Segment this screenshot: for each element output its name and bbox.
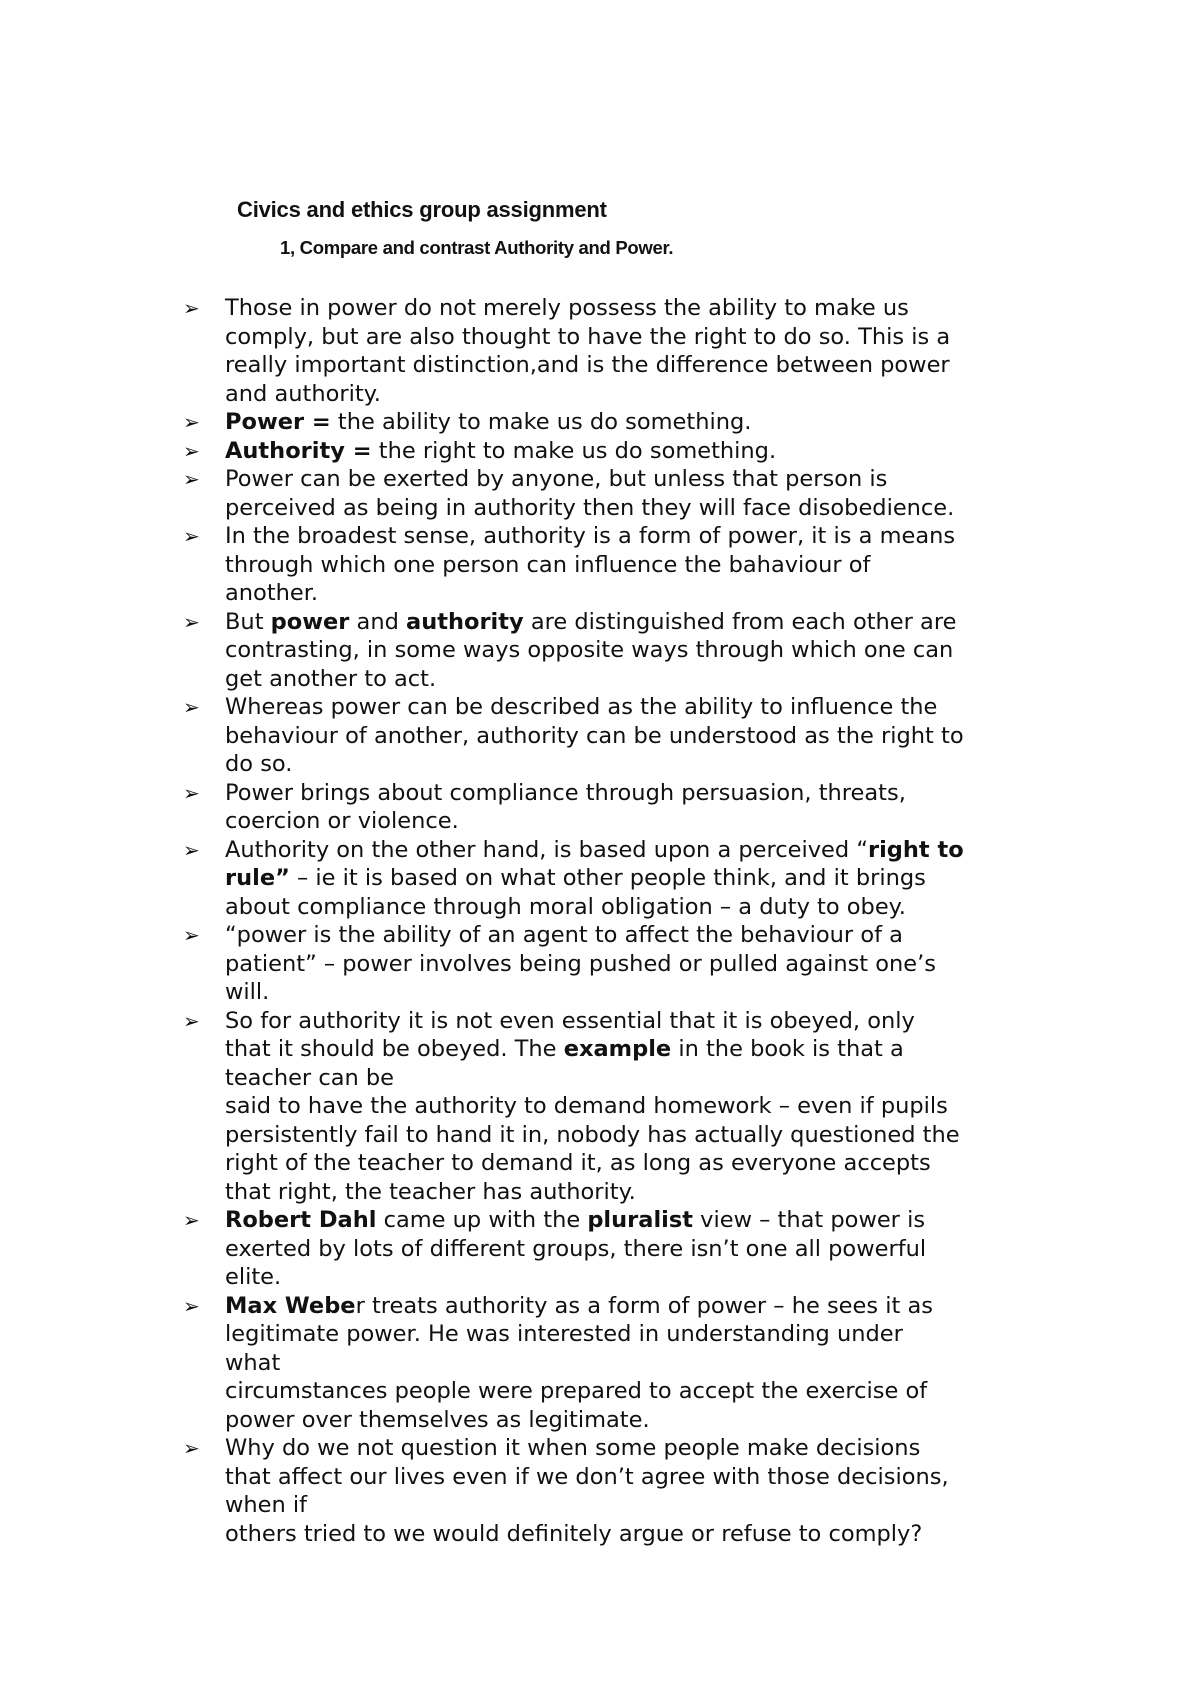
question-heading: 1, Compare and contrast Authority and Power. <box>280 237 674 258</box>
text-segment: persistently fail to hand it in, nobody has actually questioned the <box>225 1121 960 1148</box>
bullet-line <box>225 807 1043 836</box>
bullet-line <box>225 351 1043 380</box>
bullet-line <box>225 1263 1043 1292</box>
arrow-bullet-icon: ➢ <box>183 296 200 320</box>
bullet-line <box>225 978 1043 1007</box>
bullet-line <box>225 1035 1043 1064</box>
bullet-line <box>225 1349 1043 1378</box>
bullet-line <box>225 1292 1043 1321</box>
arrow-bullet-icon: ➢ <box>183 438 200 463</box>
bullet-line <box>225 693 1043 722</box>
text-segment: contrasting, in some ways opposite ways through which one can <box>225 637 954 663</box>
bullet-line <box>225 1377 1043 1406</box>
text-segment: But <box>225 608 271 635</box>
arrow-bullet-icon: ➢ <box>183 695 200 719</box>
bullet-item <box>183 779 1043 836</box>
text-segment: others tried to we would definitely argue or refuse to comply? <box>225 1520 923 1547</box>
text-segment: that affect our lives even if we don’t agree with those decisions, <box>225 1463 949 1490</box>
text-segment: Power brings about compliance through persuasion, threats, <box>225 779 906 806</box>
text-segment: are distinguished from each other are <box>523 608 957 635</box>
text-segment: came up with the <box>376 1207 588 1233</box>
text-segment: elite. <box>225 1264 282 1290</box>
bullet-item <box>183 693 1043 779</box>
bullet-item <box>183 294 1043 408</box>
arrow-bullet-icon: ➢ <box>183 410 200 434</box>
document-title: Civics and ethics group assignment <box>237 197 607 222</box>
bullet-line <box>225 1007 1043 1036</box>
bullet-line <box>225 1406 1043 1435</box>
bullet-line <box>225 1520 1043 1549</box>
arrow-bullet-icon: ➢ <box>183 780 200 805</box>
bullet-item <box>183 522 1043 608</box>
arrow-bullet-icon: ➢ <box>183 1208 200 1232</box>
bullet-line <box>225 1320 1043 1349</box>
text-segment: through which one person can influence the bahaviour of <box>225 551 871 578</box>
bullet-line <box>225 1463 1043 1492</box>
bullet-line <box>225 921 1043 950</box>
bullet-line <box>225 1206 1043 1235</box>
bullet-item <box>183 921 1043 1007</box>
text-segment: right of the teacher to demand it, as long as everyone accepts <box>225 1150 931 1176</box>
bullet-item <box>183 608 1043 694</box>
arrow-bullet-icon: ➢ <box>183 467 200 491</box>
text-segment: coercion or violence. <box>225 808 459 834</box>
text-segment: Why do we not question it when some people make decisions <box>225 1435 921 1461</box>
bold-text: example <box>563 1036 672 1062</box>
text-segment: comply, but are also thought to have the right to do so. This is a <box>225 323 951 350</box>
bullet-line <box>225 864 1043 893</box>
bullet-line <box>225 380 1043 409</box>
bold-text: Power = <box>225 409 331 435</box>
bold-text: right to <box>868 836 964 863</box>
text-segment: perceived as being in authority then they will face disobedience. <box>225 494 955 521</box>
text-segment: Authority on the other hand, is based upon a perceived “ <box>225 836 868 863</box>
bullet-item <box>183 1434 1043 1548</box>
text-segment: another. <box>225 580 319 606</box>
arrow-bullet-icon: ➢ <box>183 524 200 548</box>
text-segment: in the book is that a <box>671 1036 904 1062</box>
bullet-item <box>183 1007 1043 1207</box>
bullet-line <box>225 465 1043 494</box>
bullet-line <box>225 408 1043 437</box>
bullet-line <box>225 522 1043 551</box>
text-segment: the ability to make us do something. <box>330 409 752 435</box>
arrow-bullet-icon: ➢ <box>183 609 200 634</box>
text-segment: get another to act. <box>225 665 437 692</box>
bullet-line <box>225 579 1043 608</box>
text-segment: r treats authority as a form of power – he sees it as <box>355 1292 933 1319</box>
bullet-line <box>225 893 1043 922</box>
bullet-list <box>183 294 1043 1548</box>
bullet-line <box>225 836 1043 865</box>
text-segment: Those in power do not merely possess the ability to make us <box>225 295 909 321</box>
text-segment: view – that power is <box>693 1207 926 1233</box>
bullet-line <box>225 779 1043 808</box>
text-segment: will. <box>225 979 270 1005</box>
text-segment: So for authority it is not even essential that it is obeyed, only <box>225 1007 915 1034</box>
bullet-line <box>225 950 1043 979</box>
text-segment: patient” – power involves being pushed or pulled against one’s <box>225 950 937 977</box>
bullet-item <box>183 1206 1043 1292</box>
bullet-item <box>183 437 1043 466</box>
bold-text: power <box>270 608 350 635</box>
bullet-item <box>183 408 1043 437</box>
text-segment: really important distinction,and is the difference between power <box>225 352 950 378</box>
bullet-line <box>225 608 1043 637</box>
bullet-line <box>225 494 1043 523</box>
text-segment: “power is the ability of an agent to affect the behaviour of a <box>225 922 903 948</box>
bullet-line <box>225 294 1043 323</box>
bold-text: Robert Dahl <box>225 1207 377 1233</box>
bullet-line <box>225 1064 1043 1093</box>
arrow-bullet-icon: ➢ <box>183 1008 200 1033</box>
text-segment: and <box>349 608 407 635</box>
text-segment: the right to make us do something. <box>371 437 777 464</box>
arrow-bullet-icon: ➢ <box>183 1293 200 1318</box>
text-segment: said to have the authority to demand homework – even if pupils <box>225 1093 948 1119</box>
text-segment: – ie it is based on what other people think, and it brings <box>289 865 926 891</box>
bullet-line <box>225 636 1043 665</box>
text-segment: teacher can be <box>225 1064 395 1091</box>
text-segment: that right, the teacher has authority. <box>225 1178 636 1205</box>
bullet-item <box>183 836 1043 922</box>
text-segment: do so. <box>225 751 293 777</box>
text-segment: behaviour of another, authority can be understood as the right to <box>225 722 964 749</box>
bullet-line <box>225 665 1043 694</box>
bullet-item <box>183 1292 1043 1435</box>
bullet-line <box>225 750 1043 779</box>
bold-text: rule” <box>225 865 290 891</box>
bullet-line <box>225 1149 1043 1178</box>
bullet-line <box>225 551 1043 580</box>
text-segment: and authority. <box>225 380 381 407</box>
arrow-bullet-icon: ➢ <box>183 923 200 947</box>
text-segment: legitimate power. He was interested in understanding under <box>225 1321 903 1347</box>
text-segment: when if <box>225 1492 308 1518</box>
bold-text: Authority = <box>225 437 372 464</box>
bullet-item <box>183 465 1043 522</box>
text-segment: Whereas power can be described as the ability to influence the <box>225 694 938 720</box>
bullet-line <box>225 722 1043 751</box>
bold-text: pluralist <box>587 1207 694 1233</box>
arrow-bullet-icon: ➢ <box>183 837 200 862</box>
text-segment: power over themselves as legitimate. <box>225 1406 650 1433</box>
text-segment: circumstances people were prepared to accept the exercise of <box>225 1378 928 1404</box>
bullet-line <box>225 1434 1043 1463</box>
bullet-line <box>225 1092 1043 1121</box>
bullet-line <box>225 1178 1043 1207</box>
bullet-line <box>225 1491 1043 1520</box>
bold-text: authority <box>406 608 524 635</box>
bullet-line <box>225 1121 1043 1150</box>
text-segment: In the broadest sense, authority is a form of power, it is a means <box>225 523 956 549</box>
bullet-line <box>225 1235 1043 1264</box>
bullet-line <box>225 323 1043 352</box>
text-segment: that it should be obeyed. The <box>225 1036 564 1062</box>
text-segment: what <box>225 1349 281 1376</box>
bullet-line <box>225 437 1043 466</box>
bold-text: Max Webe <box>225 1292 356 1319</box>
text-segment: about compliance through moral obligation – a duty to obey. <box>225 893 906 920</box>
text-segment: exerted by lots of different groups, there isn’t one all powerful <box>225 1235 927 1262</box>
arrow-bullet-icon: ➢ <box>183 1436 200 1460</box>
text-segment: Power can be exerted by anyone, but unless that person is <box>225 466 888 492</box>
